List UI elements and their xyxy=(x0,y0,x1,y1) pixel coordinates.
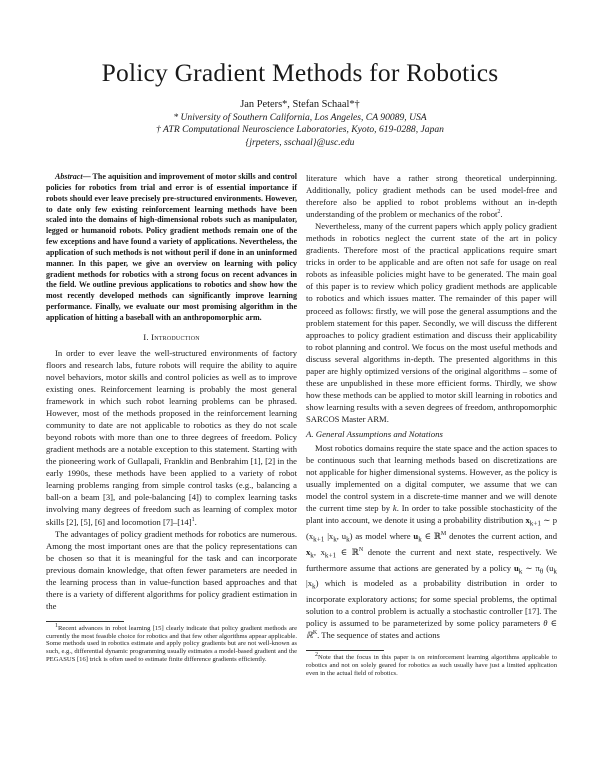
assumptions-text-6: which is modeled as a probability distribution in order to incorporate exploratory actions; for some special problems, the optimal solution to a control problem is actually a stochastic controller [17]. The policy is assumed to be parameterized by some policy parameters xyxy=(306,578,557,629)
right-paragraph-2: Nevertheless, many of the current papers which apply policy gradient methods in robotics neglect the current state of the art in policy gradients. Therefore most of the practical applications require smart tricks in order to be applicable and are often not safe for usage on real robots as infeasible policies might have to be generated. The main goal of this paper is to review which policy gradient methods are applicable to robotics and which issues matter. The remainder of this paper will proceed as follows: firstly, we will pose the general assumptions and the problem statement for this paper. Secondly, we will discuss the different approaches to policy gradient estimation and discuss their applicability to robot planning and control. We focus on the most useful methods and discuss several algorithms in-depth. The presented algorithms in this paper are highly optimized versions of the original algorithms – some of these are unpublished in these more efficient forms. Thirdly, we show how these methods can be applied to motor skill learning in robotics and show learning results with a seven degrees of freedom, anthropomorphic SARCOS Master ARM. xyxy=(306,221,557,424)
assumptions-text-4: denotes the current action, and xyxy=(446,531,557,542)
right-paragraph-1 xyxy=(306,172,557,220)
math-sup: N xyxy=(358,546,364,553)
math-state-space xyxy=(306,546,364,560)
math-sub: k+1 xyxy=(324,551,337,560)
author-emails: {jrpeters, sschaal}@usc.edu xyxy=(245,136,355,148)
right-column xyxy=(306,172,557,677)
author-block xyxy=(0,99,600,149)
math-sym: θ ∈ ℝ xyxy=(306,618,557,641)
math-sym: |x xyxy=(324,531,334,542)
paper-title: Policy Gradient Methods for Robotics xyxy=(101,58,499,87)
math-sub: k xyxy=(418,535,422,544)
footnote-1-marker: 1 xyxy=(191,516,195,523)
math-sym: ∼ p (x xyxy=(306,515,557,542)
intro-paragraph-1-end: . xyxy=(194,516,197,527)
math-sym: |x xyxy=(306,578,313,589)
intro-paragraph-1-text: In order to ever leave the well-structured environments of factory floors and research labs, future robots will require the ability to aquire novel behaviors, motor skills and control policies as well as to improve existing ones. Reinforcement learning is probably the most general framework in which such robot learning problems can be phrased. However, most of the methods proposed in the reinforcement learning community to date are not applicable to robotics as they do not scale beyond robots with more than one to three degrees of freedom. Policy gradient methods are a notable exception to this statement. Starting with the pioneering work of Gullapali, Franklin and Benbrahim [1], [2] in the early 1990s, these methods have been applied to a variety of robot learning problems ranging from simple control tasks (e.g., balancing a ball-on a beam [3], and pole-balancing [4]) to complex learning tasks involving many degrees of freedom such as learning of complex motor skills [2], [5], [6] and locomotion [7]–[14] xyxy=(46,347,297,527)
intro-paragraph-1 xyxy=(46,347,297,528)
math-sym: u xyxy=(514,562,519,573)
math-sub: k+1 xyxy=(313,535,325,544)
assumptions-text-7: . The sequence of states and actions xyxy=(317,630,440,641)
math-sym: , x xyxy=(313,546,325,557)
math-sub: k xyxy=(312,583,316,592)
abstract xyxy=(46,172,297,324)
footnote-1-text: Recent advances in robot learning [15] clearly indicate that policy gradient methods are currently the most feasible choice for robotics and that few other algorithms appear applicable. Some methods used in robotics estimate and apply policy gradients but are not well-known as such, e.g., differential dynamic programming usually estimates a model-based gradient and the PEGASUS [16] trick is often used to estimate finite difference gradients efficiently. xyxy=(46,624,297,663)
abstract-label: Abstract xyxy=(55,172,83,181)
math-sub: k xyxy=(553,567,557,576)
affiliation-atr: † ATR Computational Neuroscience Laboratories, Kyoto, 619-0288, Japan xyxy=(156,124,444,136)
right-paragraph-1-end: . xyxy=(500,209,503,220)
math-sym: , u xyxy=(336,531,347,542)
math-sym: u xyxy=(413,531,419,542)
math-sym: ∈ ℝ xyxy=(421,531,441,542)
math-sub: k xyxy=(518,567,523,576)
math-action-space xyxy=(413,531,447,544)
math-sub: k xyxy=(346,535,350,544)
section-title: Introduction xyxy=(151,331,200,342)
math-sub: k+1 xyxy=(529,520,541,529)
footnote-2-marker: 2 xyxy=(497,209,501,216)
footnote-1-label: 1 xyxy=(55,622,58,629)
math-sym: ∈ ℝ xyxy=(336,546,359,557)
math-time-step: k xyxy=(392,503,397,514)
intro-paragraph-2: The advantages of policy gradient methods for robotics are numerous. Among the most important ones are that the policy representations can be chosen so that it is meaningful for the task and can incorporate previous domain knowledge, that often fewer parameters are needed in the learning process than in value-function based approaches and that there is a variety of different algorithms for policy gradient estimation in the xyxy=(46,528,297,611)
left-column xyxy=(46,172,297,663)
math-sym: (u xyxy=(543,562,554,573)
assumptions-text-1: Most robotics domains require the state space and the action spaces to be continuous such that learning methods based on discretizations are not applicable for higher dimensional systems. However, as the policy is usually implemented on a digital computer, we assume that we can model the control system in a discrete-time manner and we will denote the current time step by xyxy=(306,443,557,514)
math-sub: k xyxy=(333,535,337,544)
math-sub: θ xyxy=(539,567,544,576)
assumptions-text-5: denote the current and next state, respectively. We furthermore assume that actions are generated by a policy xyxy=(306,546,557,573)
assumptions-paragraph xyxy=(306,442,557,641)
assumptions-text-3: as model where xyxy=(352,531,414,542)
abstract-text: — The aquisition and improvement of motor skills and control policies for robotics from trial and error is of essential importance if robots should ever leave precisely pre-structured environments. However, to date only few existing reinforcement learning methods have been scaled into the domains of high-dimensional robots such as manipulator, legged or humanoid robots. Policy gradient methods remain one of the few exceptions and have found a variety of applications. Nevertheless, the application of such methods is not without peril if done in an uninformed manner. In this paper, we give an overview on learning with policy gradient methods for robotics with a strong focus on recent advances in the field. We outline previous applications to robotics and show how the most recently developed methods can significantly improve learning performance. Finally, we evaluate our most promising algorithm in the application of hitting a baseball with an anthropomorphic arm. xyxy=(46,172,297,322)
subsection-heading-assumptions: A. General Assumptions and Notations xyxy=(306,428,443,439)
math-sup: K xyxy=(312,630,318,637)
footnote-2-text: Note that the focus in this paper is on reinforcement learning algorithms applicable to robotics and not on solely geared for robotics as such usually have just a limited application even in the actual field of robotics. xyxy=(306,654,557,677)
author-names: Jan Peters*, Stefan Schaal*† xyxy=(240,99,360,110)
footnote-2 xyxy=(306,654,557,677)
section-heading-introduction xyxy=(46,331,297,343)
assumptions-text-2: . In order to take possible stochasticity of the plant into account, we denote it using a probability distribution xyxy=(306,503,557,526)
math-sym: x xyxy=(306,546,311,557)
math-sub: k xyxy=(310,551,314,560)
math-sup: M xyxy=(440,531,447,538)
math-sym: x xyxy=(525,515,530,526)
right-paragraph-1-text: literature which have a rather strong theoretical underpinning. Additionally, policy gradient methods can be used model-free and therefore also be applied to robot problems without an in-depth understanding of the problem or mechanics of the robot xyxy=(306,173,557,220)
math-sym: ) xyxy=(349,531,353,542)
footnote-1 xyxy=(46,622,297,663)
math-sym: ) xyxy=(315,578,319,589)
footnote-2-label: 2 xyxy=(315,652,318,659)
affiliation-usc: * University of Southern California, Los Angeles, CA 90089, USA xyxy=(173,111,427,123)
math-sym: ∼ π xyxy=(522,562,540,573)
section-number: I. xyxy=(143,331,152,342)
